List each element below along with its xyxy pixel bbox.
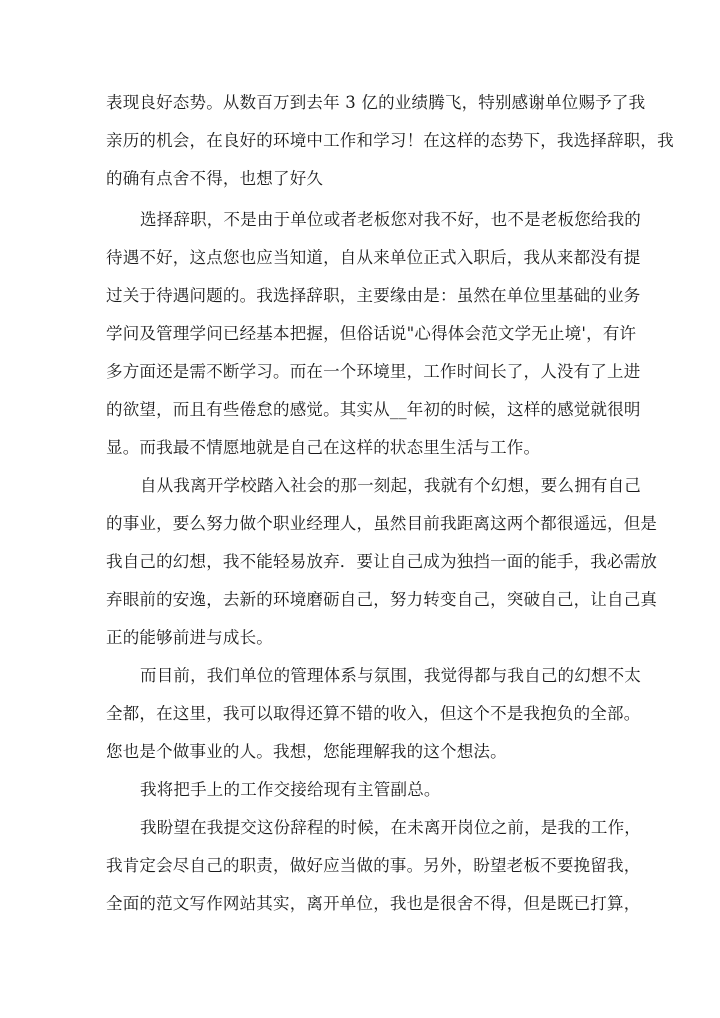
text-line: 我自己的幻想，我不能轻易放弃．要让自己成为独挡一面的能手，我必需放 xyxy=(106,552,658,571)
text-line: 的欲望，而且有些倦怠的感觉。其实从__年初的时候，这样的感觉就很明 xyxy=(106,400,641,419)
text-line: 多方面还是需不断学习。而在一个环境里，工作时间长了，人没有了上进 xyxy=(106,362,641,381)
text-line: 全面的范文写作网站其实，离开单位，我也是很舍不得，但是既已打算， xyxy=(106,894,641,913)
text-line: 的确有点舍不得，也想了好久 xyxy=(106,169,324,188)
text-line: 学问及管理学问已经基本把握，但俗话说"心得体会范文学无止境'，有许 xyxy=(106,324,637,343)
text-line: 弃眼前的安逸，去新的环境磨砺自己，努力转变自己，突破自己，让自己真 xyxy=(106,590,658,609)
text-line: 亲历的机会，在良好的环境中工作和学习！在这样的态势下，我选择辞职，我 xyxy=(106,131,674,150)
text-line: 过关于待遇问题的。我选择辞职，主要缘由是：虽然在单位里基础的业务 xyxy=(106,286,641,305)
text-line: 正的能够前进与成长。 xyxy=(106,628,273,647)
text-line: 待遇不好，这点您也应当知道，自从来单位正式入职后，我从来都没有提 xyxy=(106,248,641,267)
text-line: 表现良好态势。从数百万到去年 3 亿的业绩腾飞，特别感谢单位赐予了我 xyxy=(106,93,646,112)
text-line: 的事业，要么努力做个职业经理人，虽然目前我距离这两个都很遥远，但是 xyxy=(106,514,658,533)
text-line: 我肯定会尽自己的职责，做好应当做的事。另外，盼望老板不要挽留我， xyxy=(106,856,641,875)
text-line: 您也是个做事业的人。我想，您能理解我的这个想法。 xyxy=(106,742,507,761)
paragraph-start-line: 我将把手上的工作交接给现有主管副总。 xyxy=(140,780,441,799)
paragraph-start-line: 我盼望在我提交这份辞程的时候，在未离开岗位之前，是我的工作， xyxy=(140,818,641,837)
text-line: 全都，在这里，我可以取得还算不错的收入，但这个不是我抱负的全部。 xyxy=(106,704,641,723)
text-line: 显。而我最不情愿地就是自己在这样的状态里生活与工作。 xyxy=(106,438,541,457)
paragraph-start-line: 而目前，我们单位的管理体系与氛围，我觉得都与我自己的幻想不太 xyxy=(140,666,641,685)
paragraph-start-line: 选择辞职，不是由于单位或者老板您对我不好，也不是老板您给我的 xyxy=(140,210,641,229)
paragraph-start-line: 自从我离开学校踏入社会的那一刻起，我就有个幻想，要么拥有自己 xyxy=(140,476,641,495)
